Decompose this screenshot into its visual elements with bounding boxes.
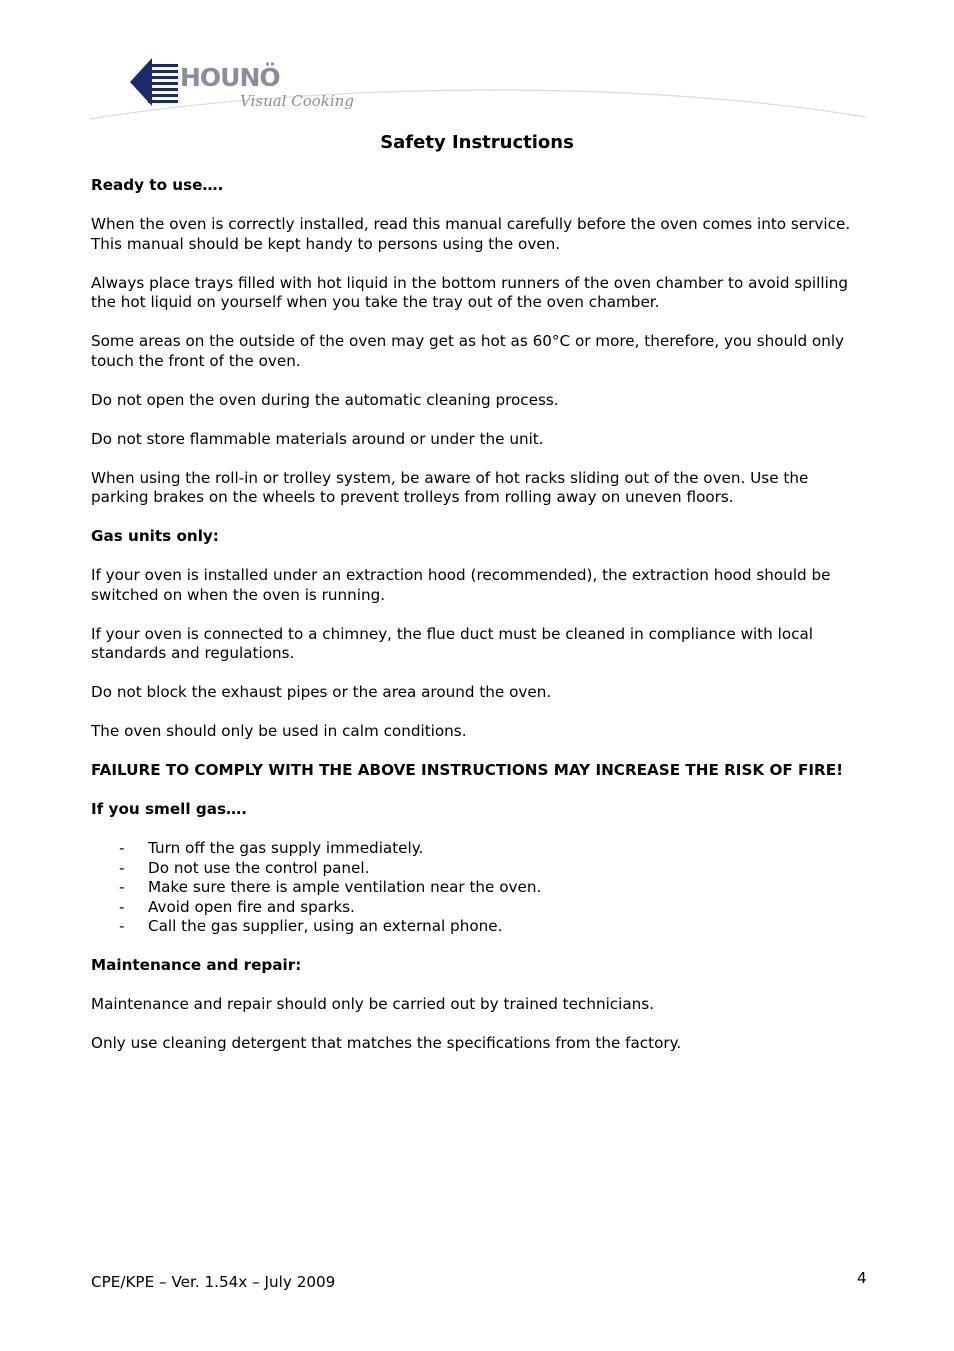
- list-dash: -: [119, 839, 125, 857]
- fire-warning: FAILURE TO COMPLY WITH THE ABOVE INSTRUCTIONS MAY INCREASE THE RISK OF FIRE!: [91, 761, 844, 779]
- paragraph: When using the roll-in or trolley system, be aware of hot racks sliding out of the oven. Use the parking brakes on the wheels to prevent trolleys from rolling away on uneven floors.: [91, 468, 809, 506]
- paragraph: Do not open the oven during the automatic cleaning process.: [91, 390, 559, 409]
- hounoe-logo-icon: [130, 58, 178, 106]
- paragraph-text: This manual should be kept handy to persons using the oven.: [91, 234, 561, 253]
- list-item-text: Make sure there is ample ventilation near the oven.: [148, 878, 542, 896]
- paragraph: If your oven is installed under an extraction hood (recommended), the extraction hood should be switched on when the oven is running.: [91, 566, 831, 604]
- paragraph: Always place trays filled with hot liquid in the bottom runners of the oven chamber to avoid spilling the hot liquid on yourself when you take the tray out of the oven chamber.: [91, 273, 849, 311]
- list-dash: -: [119, 917, 125, 935]
- page-header: [88, 55, 868, 125]
- paragraph: Do not block the exhaust pipes or the area around the oven.: [91, 683, 552, 701]
- list-item-text: Do not use the control panel.: [148, 858, 370, 877]
- paragraph: Maintenance and repair should only be carried out by trained technicians.: [91, 995, 655, 1013]
- document-body: [91, 176, 861, 1073]
- footer-version: CPE/KPE – Ver. 1.54x – July 2009: [91, 1273, 336, 1291]
- section-heading-smell-gas: If you smell gas….: [91, 800, 247, 818]
- section-heading-ready: Ready to use….: [91, 176, 224, 194]
- list-item: [91, 859, 861, 879]
- list-item: [91, 839, 861, 859]
- paragraph: If your oven is connected to a chimney, the flue duct must be cleaned in compliance with local standards and regulations.: [91, 624, 814, 662]
- section-heading-gas: Gas units only:: [91, 527, 219, 545]
- section-heading-maintenance: Maintenance and repair:: [91, 956, 302, 974]
- list-dash: -: [119, 858, 125, 877]
- paragraph: Some areas on the outside of the oven may get as hot as 60°C or more, therefore, you should only touch the front of the oven.: [91, 332, 845, 370]
- page-title: Safety Instructions: [380, 132, 574, 153]
- list-item-text: Turn off the gas supply immediately.: [148, 839, 424, 857]
- paragraph: The oven should only be used in calm conditions.: [91, 722, 467, 740]
- page-number: 4: [857, 1269, 867, 1287]
- list-item-text: Avoid open fire and sparks.: [148, 897, 355, 916]
- paragraph: Do not store flammable materials around or under the unit.: [91, 429, 544, 448]
- list-dash: -: [119, 897, 125, 916]
- list-item-text: Call the gas supplier, using an external phone.: [148, 917, 503, 935]
- logo-tagline: Visual Cooking: [240, 92, 354, 110]
- list-dash: -: [119, 878, 125, 896]
- list-item: [91, 878, 861, 898]
- logo-wordmark: HOUNÖ: [180, 63, 280, 92]
- list-item: [91, 917, 861, 937]
- gas-steps-list: [91, 839, 861, 937]
- paragraph: [91, 215, 861, 254]
- paragraph: Only use cleaning detergent that matches the specifications from the factory.: [91, 1034, 682, 1052]
- list-item: [91, 898, 861, 918]
- paragraph-text: When the oven is correctly installed, read this manual carefully before the oven comes into service.: [91, 215, 851, 233]
